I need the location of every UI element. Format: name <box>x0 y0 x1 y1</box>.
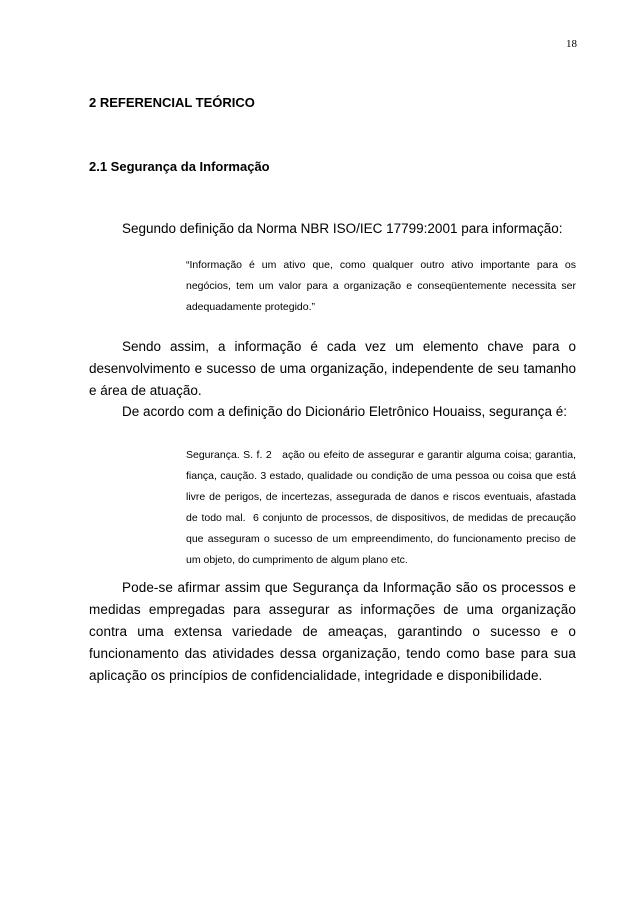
intro-houaiss-paragraph: De acordo com a definição do Dicionário Eletrônico Houaiss, segurança é: <box>122 404 567 419</box>
quote-norma: “Informação é um ativo que, como qualquer outro ativo importante para os negócios, tem um valor para a organização e conseqüentemente necessita ser adequadamente protegido.” <box>186 259 576 313</box>
intro-norma-paragraph: Segundo definição da Norma NBR ISO/IEC 17799:2001 para informação: <box>122 221 563 236</box>
subsection-heading: 2.1 Segurança da Informação <box>89 159 270 174</box>
section-heading: 2 REFERENCIAL TEÓRICO <box>89 95 255 110</box>
quote-houaiss: Segurança. S. f. 2 ação ou efeito de assegurar e garantir alguma coisa; garantia, fiança, caução. 3 estado, qualidade ou condição de uma pessoa ou coisa que está livre de perigos, de incertezas, assegurada de danos e riscos eventuais, afastada de todo mal. 6 conjunto de processos, de dispositivos, de medidas de precaução que asseguram o sucesso de um empreendimento, do funcionamento preciso de um objeto, do cumprimento de algum plano etc. <box>186 449 579 566</box>
paragraph-sendo-assim: Sendo assim, a informação é cada vez um elemento chave para o desenvolvimento e sucesso de uma organização, independente de seu tamanho e área de atuação. <box>89 339 576 398</box>
paragraph-conclusao: Pode-se afirmar assim que Segurança da Informação são os processos e medidas empregadas para assegurar as informações de uma organização contra uma extensa variedade de ameaças, garantindo o sucesso e o funcionamento das atividades dessa organização, tendo como base para sua aplicação os princípios de confidencialidade, integridade e disponibilidade. <box>89 580 576 683</box>
page-number: 18 <box>566 38 577 50</box>
